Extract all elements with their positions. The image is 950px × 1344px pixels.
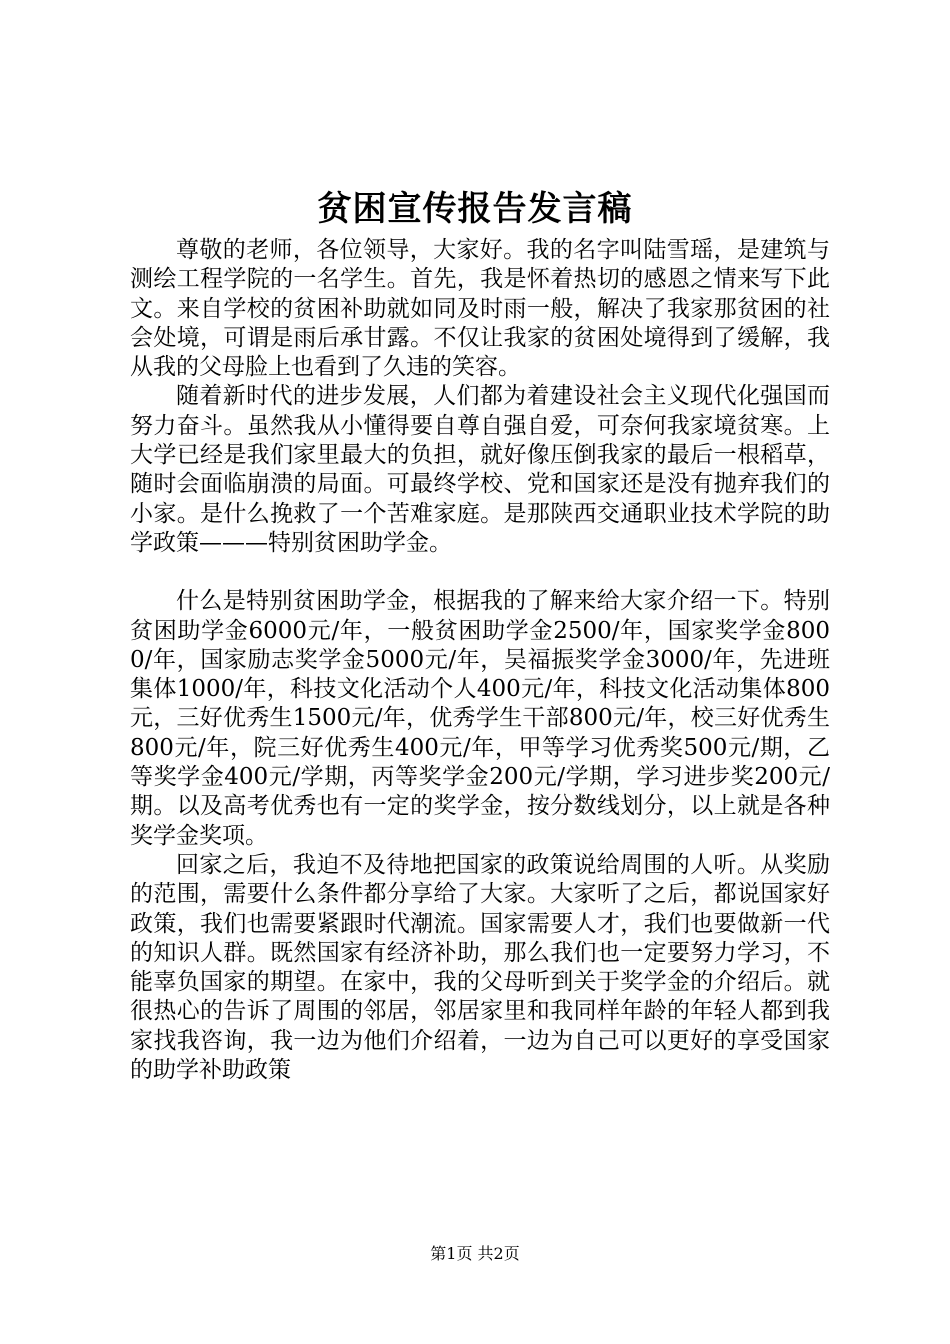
document-body bbox=[130, 236, 830, 1085]
paragraph-4: 回家之后，我迫不及待地把国家的政策说给周围的人听。从奖励的范围，需要什么条件都分享给了大家。大家听了之后，都说国家好政策，我们也需要紧跟时代潮流。国家需要人才，我们也要做新一代的知识人群。既然国家有经济补助，那么我们也一定要努力学习，不能辜负国家的期望。在家中，我的父母听到关于奖学金的介绍后。就很热心的告诉了周围的邻居，邻居家里和我同样年龄的年轻人都到我家找我咨询，我一边为他们介绍着，一边为自己可以更好的享受国家的助学补助政策 bbox=[130, 851, 830, 1084]
paragraph-1: 尊敬的老师，各位领导，大家好。我的名字叫陆雪瑶，是建筑与测绘工程学院的一名学生。首先，我是怀着热切的感恩之情来写下此文。来自学校的贫困补助就如同及时雨一般，解决了我家那贫困的社会处境，可谓是雨后承甘露。不仅让我家的贫困处境得到了缓解，我从我的父母脸上也看到了久违的笑容。 bbox=[130, 237, 830, 381]
page-footer: 第1页 共2页 bbox=[430, 1244, 520, 1263]
paragraph-2: 随着新时代的进步发展，人们都为着建设社会主义现代化强国而努力奋斗。虽然我从小懂得要自尊自强自爱，可奈何我家境贫寒。上大学已经是我们家里最大的负担，就好像压倒我家的最后一根稻草，随时会面临崩溃的局面。可最终学校、党和国家还是没有抛弃我们的小家。是什么挽救了一个苦难家庭。是那陕西交通职业技术学院的助学政策———特别贫困助学金。 bbox=[130, 383, 830, 556]
paragraph-3: 什么是特别贫困助学金，根据我的了解来给大家介绍一下。特别贫困助学金6000元/年，一般贫困助学金2500/年，国家奖学金8000/年，国家励志奖学金5000元/年，吴福振奖学金3000/年，先进班集体1000/年，科技文化活动个人400元/年，科技文化活动集体800元，三好优秀生1500元/年，优秀学生干部800元/年，校三好优秀生800元/年，院三好优秀生400元/年，甲等学习优秀奖500元/期，乙等奖学金400元/学期，丙等奖学金200元/学期，学习进步奖200元/期。以及高考优秀也有一定的奖学金，按分数线划分，以上就是各种奖学金奖项。 bbox=[130, 588, 830, 849]
document-title: 贫困宣传报告发言稿 bbox=[317, 189, 633, 229]
